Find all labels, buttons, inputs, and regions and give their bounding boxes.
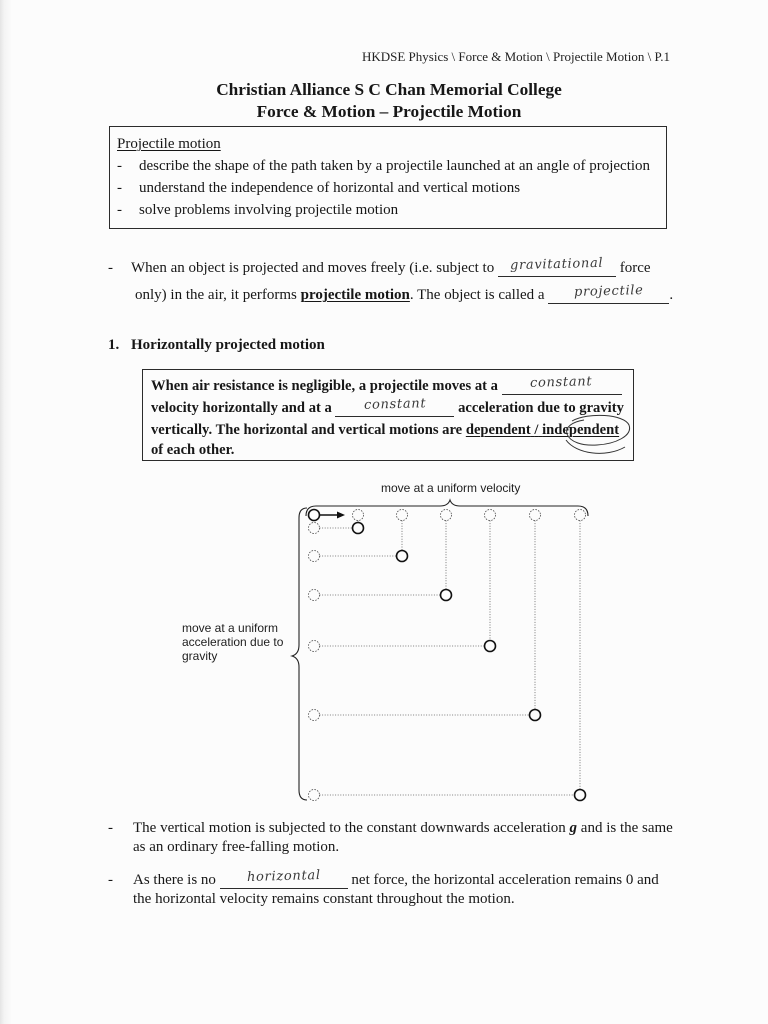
intro-text: force [619, 260, 651, 276]
section-number: 1. [108, 337, 120, 353]
note-horizontal-line-1 [108, 868, 659, 889]
choice-independent: independent [542, 422, 620, 438]
horizontal-brace [306, 500, 588, 516]
horizontal-position-marker [397, 510, 408, 521]
fill-in-blank [548, 283, 669, 304]
key-text: vertically. The horizontal and vertical motions are [151, 422, 463, 438]
vertical-label-line: gravity [182, 649, 218, 663]
key-text: acceleration due to gravity [458, 400, 624, 416]
projectile-position [353, 523, 364, 534]
section-heading [108, 336, 325, 354]
vertical-position-marker [309, 590, 320, 601]
bullet-dash: - [117, 180, 122, 196]
objective-text: solve problems involving projectile motion [139, 202, 399, 218]
key-line-4 [151, 441, 234, 459]
worksheet-title: Force & Motion – Projectile Motion [256, 102, 522, 121]
fill-in-blank [335, 396, 454, 417]
projectile-position [441, 590, 452, 601]
vertical-motion-label [182, 621, 283, 663]
learning-objectives-box [109, 126, 667, 229]
bullet-dash: - [108, 260, 113, 276]
vertical-label-line: acceleration due to [182, 635, 284, 649]
projectile-path-diagram [280, 495, 600, 810]
objectives-heading: Projectile motion [117, 136, 221, 152]
vertical-position-marker [309, 710, 320, 721]
projectile-start-position [309, 510, 320, 521]
page-breadcrumb: HKDSE Physics \ Force & Motion \ Projectile Motion \ P.1 [361, 49, 670, 64]
intro-text: . The object is called a [409, 287, 545, 303]
horizontal-position-marker [353, 510, 364, 521]
note-text: and is the same [580, 820, 673, 836]
choice-dependent: dependent [465, 422, 531, 438]
horizontal-position-marker [441, 510, 452, 521]
vertical-brace [292, 508, 307, 800]
objective-text: describe the shape of the path taken by a projectile launched at an angle of projection [139, 158, 651, 174]
handwritten-answer: gravitational [510, 255, 604, 274]
fill-in-blank [220, 868, 348, 889]
note-text: The vertical motion is subjected to the constant downwards acceleration [133, 820, 566, 836]
key-text: velocity horizontally and at a [151, 400, 332, 416]
handwritten-answer: constant [530, 374, 593, 391]
key-text: When air resistance is negligible, a projectile moves at a [151, 378, 498, 394]
intro-text: . [669, 287, 674, 303]
intro-text: only) in the air, it performs [135, 287, 297, 303]
note-horizontal-line-2: the horizontal velocity remains constant throughout the motion. [133, 891, 515, 907]
vertical-position-marker [309, 790, 320, 801]
key-term: projectile motion [300, 287, 410, 303]
vertical-position-marker [309, 551, 320, 562]
horizontal-position-marker [575, 510, 586, 521]
handwritten-answer: constant [363, 396, 427, 413]
note-vertical-line-2: as an ordinary free-falling motion. [133, 839, 340, 855]
bullet-dash: - [117, 202, 122, 218]
bullet-dash: - [108, 872, 113, 888]
handwritten-answer: projectile [573, 283, 644, 300]
vertical-label-line: move at a uniform [182, 621, 279, 635]
bullet-dash: - [117, 158, 122, 174]
objective-text: understand the independence of horizontal and vertical motions [139, 180, 521, 196]
intro-line-1 [108, 255, 651, 277]
intro-text: When an object is projected and moves freely (i.e. subject to [131, 260, 495, 276]
note-text: As there is no [133, 872, 216, 888]
key-text: of each other. [151, 442, 235, 458]
vertical-position-marker [309, 523, 320, 534]
bullet-dash: - [108, 820, 113, 836]
note-vertical-line-1 [108, 819, 673, 837]
velocity-arrowhead [337, 512, 345, 519]
horizontal-position-marker [485, 510, 496, 521]
handwritten-answer: horizontal [246, 868, 321, 885]
section-title: Horizontally projected motion [131, 337, 325, 353]
handwritten-circle-mark [545, 408, 640, 463]
fill-in-blank [498, 255, 616, 277]
key-line-1 [151, 374, 622, 395]
horizontal-position-marker [530, 510, 541, 521]
gravity-symbol: g [569, 820, 578, 836]
projectile-position [397, 551, 408, 562]
intro-line-2 [135, 283, 674, 304]
objective-item [117, 179, 520, 197]
projectile-position [485, 641, 496, 652]
note-text: net force, the horizontal acceleration remains 0 and [351, 872, 659, 888]
school-name: Christian Alliance S C Chan Memorial College [216, 80, 562, 99]
projectile-position [575, 790, 586, 801]
choice-separator: / [534, 422, 539, 438]
projectile-position [530, 710, 541, 721]
vertical-position-marker [309, 641, 320, 652]
objective-item [117, 201, 398, 219]
objective-item [117, 157, 650, 175]
fill-in-blank [502, 374, 622, 395]
horizontal-motion-label: move at a uniform velocity [381, 481, 521, 495]
